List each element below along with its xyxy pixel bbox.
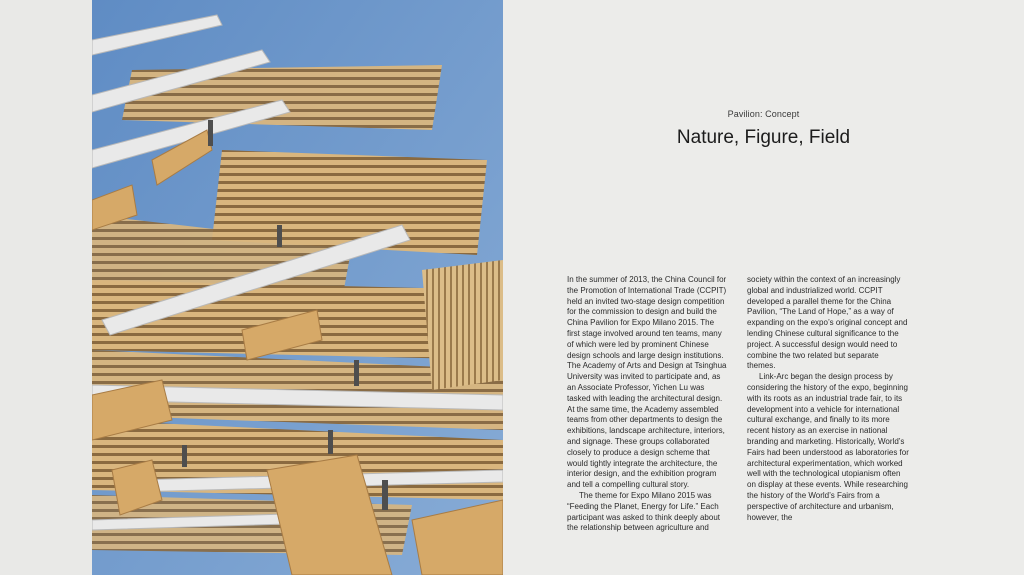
paragraph: The theme for Expo Milano 2015 was “Feeding the Planet, Energy for Life.” Each participant was asked to think deeply about the relationship between agriculture and [567,490,720,533]
text-column-left [567,275,729,534]
text-column-right [747,275,909,523]
right-page-text [503,0,1024,575]
chapter-title: Nature, Figure, Field [676,127,851,148]
paragraph: In the summer of 2013, the China Council for the Promotion of International Trade (CCPIT) held an invited two-stage design competition for the commission to design and build the China Pavilion for Expo Milano 2015. The first stage involved around ten teams, many of which were led by prominent Chinese design schools and large design institutions. The Academy of Arts and Design at Tsinghua University was invited to participate and, as an Associate Professor, Yichen Lu was tasked with leading the architectural design. At the same time, the Academy assembled teams from other departments to design the exhibitions, landscape architecture, interiors, and signage. These groups collaborated closely to produce a design scheme that would tightly integrate the architecture, the interior design, and the exhibition program and tell a compelling cultural story. [567,275,727,490]
paragraph: Link-Arc began the design process by considering the history of the expo, beginning with its roots as an industrial trade fair, to its development into a vehicle for international cultural exchange, and finally to its more recent history as an exercise in national branding and marketing. Historically, World’s Fairs had been understood as laboratories for architectural experimentation, which worked well with the technological utopianism often on display at these events. While researching the history of the World’s Fairs from a perspective of architecture and urbanism, however, the [747,372,909,522]
paragraph: society within the context of an increasingly global and industrialized world. CCPIT developed a parallel theme for the China Pavilion, “The Land of Hope,” as a way of expanding on the expo’s original concept and lending Chinese cultural significance to the project. A successful design would need to combine the two related but separate themes. [747,275,908,371]
pavilion-canopy-image [92,0,503,575]
left-page-photo [92,0,503,575]
section-kicker: Pavilion: Concept [727,109,800,119]
